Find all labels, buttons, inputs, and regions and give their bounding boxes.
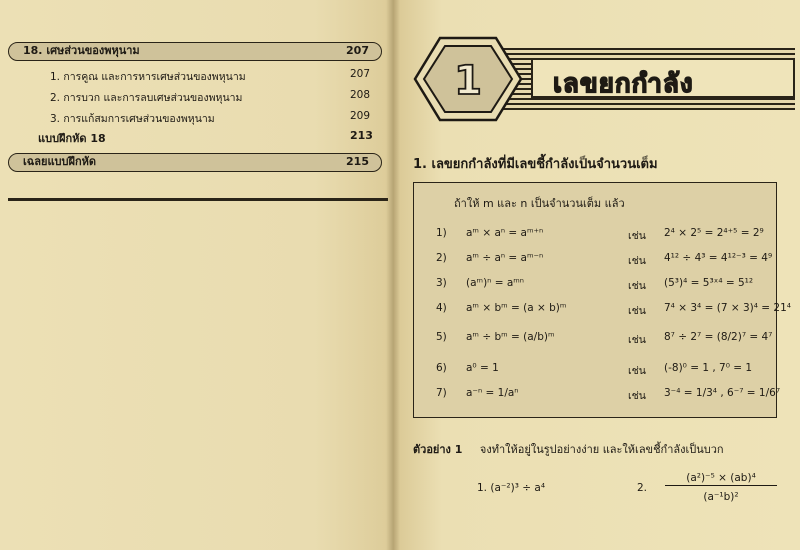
rule-example: 7⁴ × 3⁴ = (7 × 3)⁴ = 21⁴ bbox=[664, 302, 792, 314]
example-item-2-numerator: (a²)⁻⁵ × (ab)⁴ bbox=[665, 472, 777, 486]
rule-example: 4¹² ÷ 4³ = 4¹²⁻³ = 4⁹ bbox=[664, 252, 773, 264]
rule-formula: a⁰ = 1 bbox=[466, 362, 499, 374]
toc-item[interactable] bbox=[50, 110, 371, 127]
example-heading bbox=[413, 440, 724, 458]
toc-item-page: 208 bbox=[350, 89, 371, 101]
example-word: เช่น bbox=[628, 230, 646, 242]
rule-number: 6) bbox=[436, 362, 447, 374]
rule-number: 5) bbox=[436, 331, 447, 343]
toc-exercise-page: 213 bbox=[350, 129, 373, 142]
example-word: เช่น bbox=[628, 390, 646, 402]
rule-number: 4) bbox=[436, 302, 447, 314]
toc-exercise[interactable] bbox=[38, 129, 373, 147]
toc-chapter-18[interactable] bbox=[8, 42, 382, 61]
toc-answers[interactable] bbox=[8, 153, 382, 172]
rule-number: 1) bbox=[436, 227, 447, 239]
left-page bbox=[0, 0, 393, 550]
rule-formula: aᵐ × bᵐ = (a × b)ᵐ bbox=[466, 302, 567, 314]
toc-item-label: 2. การบวก และการลบเศษส่วนของพหุนาม bbox=[50, 92, 243, 104]
toc-item[interactable] bbox=[50, 89, 371, 106]
rule-number: 3) bbox=[436, 277, 447, 289]
example-word: เช่น bbox=[628, 305, 646, 317]
rule-formula: (aᵐ)ⁿ = aᵐⁿ bbox=[466, 277, 524, 289]
rule-example: 3⁻⁴ = 1/3⁴ , 6⁻⁷ = 1/6⁷ bbox=[664, 387, 781, 399]
rule-number: 2) bbox=[436, 252, 447, 264]
toc-exercise-label: แบบฝึกหัด 18 bbox=[38, 132, 106, 145]
toc-item-label: 3. การแก้สมการเศษส่วนของพหุนาม bbox=[50, 113, 215, 125]
example-word: เช่น bbox=[628, 255, 646, 267]
rules-intro: ถ้าให้ m และ n เป็นจำนวนเต็ม แล้ว bbox=[454, 197, 625, 210]
rule-number: 7) bbox=[436, 387, 447, 399]
toc-answers-title: เฉลยแบบฝึกหัด bbox=[23, 155, 96, 168]
rule-example: (-8)⁰ = 1 , 7⁰ = 1 bbox=[664, 362, 753, 374]
divider-line bbox=[8, 198, 388, 201]
chapter-number: 1 bbox=[454, 58, 482, 104]
example-item-2-label: 2. bbox=[637, 482, 648, 494]
example-word: เช่น bbox=[628, 280, 646, 292]
chapter-title: เลขยกกำลัง bbox=[553, 69, 694, 99]
right-page bbox=[393, 0, 800, 550]
rule-example: (5³)⁴ = 5³ˣ⁴ = 5¹² bbox=[664, 277, 754, 289]
rule-formula: aᵐ ÷ bᵐ = (a/b)ᵐ bbox=[466, 331, 555, 343]
hexagon-badge-icon bbox=[413, 36, 523, 122]
toc-chapter-page: 207 bbox=[346, 44, 369, 57]
rules-box bbox=[413, 182, 792, 418]
rule-formula: aᵐ ÷ aⁿ = aᵐ⁻ⁿ bbox=[466, 252, 544, 264]
example-instruction: จงทำให้อยู่ในรูปอย่างง่าย และให้เลขชี้กำลังเป็นบวก bbox=[479, 443, 724, 456]
toc-item-label: 1. การคูณ และการหารเศษส่วนของพหุนาม bbox=[50, 71, 246, 83]
example-word: เช่น bbox=[628, 334, 646, 346]
toc-answers-page: 215 bbox=[346, 155, 369, 168]
rule-formula: a⁻ⁿ = 1/aⁿ bbox=[466, 387, 519, 399]
chapter-title-box bbox=[531, 58, 795, 98]
example-word: เช่น bbox=[628, 365, 646, 377]
book-gutter bbox=[386, 0, 400, 550]
toc-chapter-title: 18. เศษส่วนของพหุนาม bbox=[23, 44, 140, 57]
toc-item-page: 209 bbox=[350, 110, 371, 122]
example-item-1: 1. (a⁻²)³ ÷ a⁴ bbox=[477, 482, 546, 494]
toc-item[interactable] bbox=[50, 68, 371, 85]
example-item-2-denominator: (a⁻¹b)² bbox=[703, 491, 739, 503]
section-heading: 1. เลขยกกำลังที่มีเลขชี้กำลังเป็นจำนวนเต็ม bbox=[413, 157, 658, 172]
toc-item-page: 207 bbox=[350, 68, 371, 80]
rule-formula: aᵐ × aⁿ = aᵐ⁺ⁿ bbox=[466, 227, 544, 239]
chapter-banner bbox=[413, 36, 795, 122]
example-label: ตัวอย่าง 1 bbox=[413, 443, 463, 456]
rule-example: 8⁷ ÷ 2⁷ = (8/2)⁷ = 4⁷ bbox=[664, 331, 773, 343]
rule-example: 2⁴ × 2⁵ = 2⁴⁺⁵ = 2⁹ bbox=[664, 227, 764, 239]
